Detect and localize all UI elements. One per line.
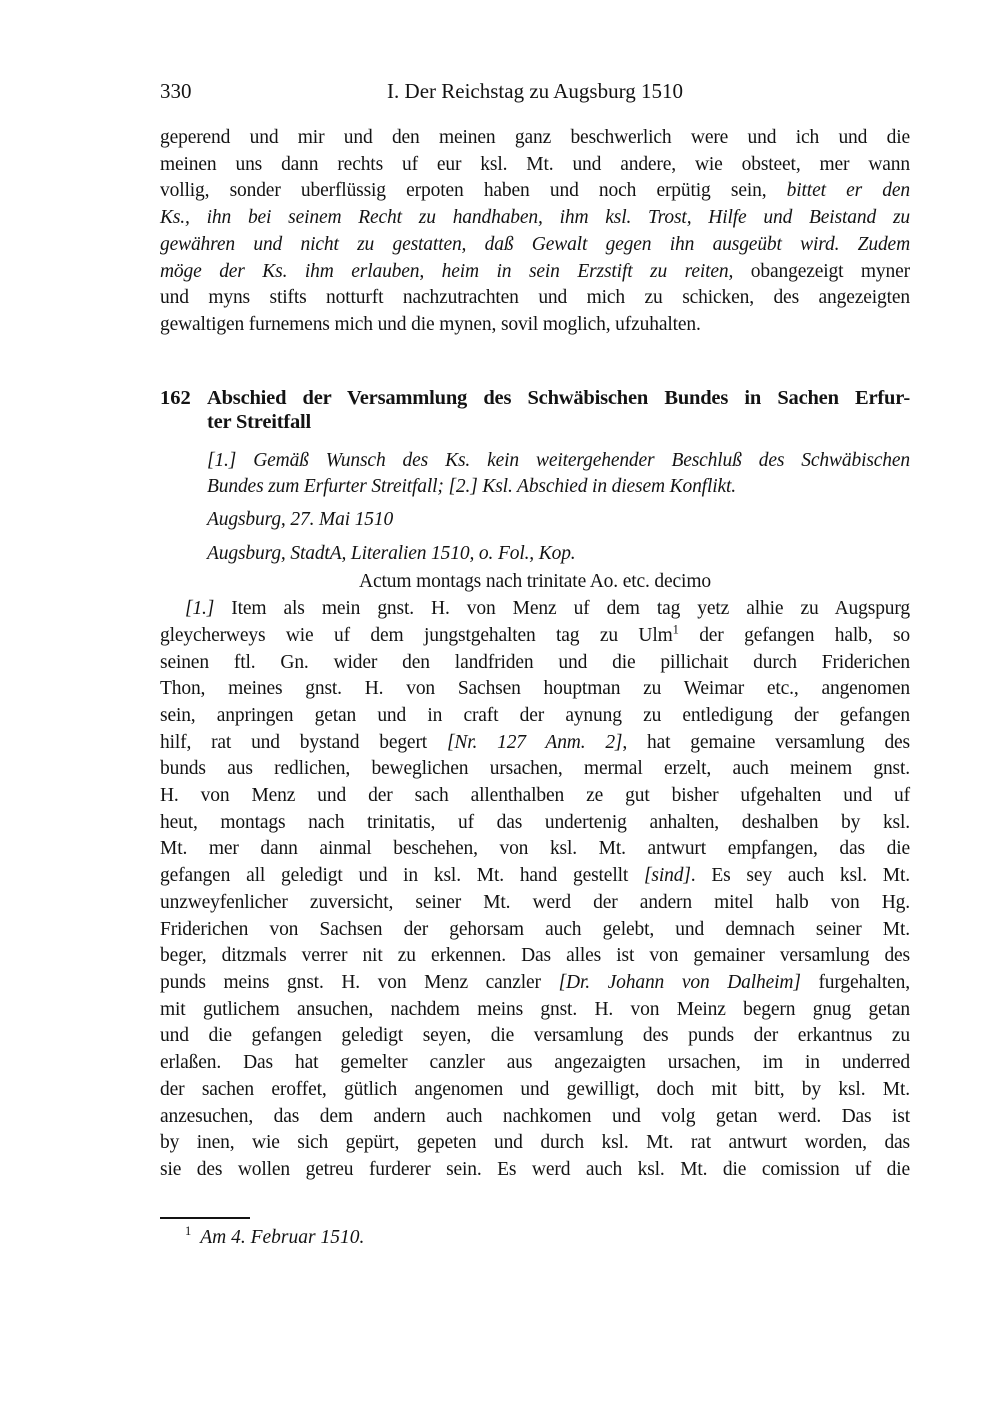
text-run: . Es sey auch ksl. Mt.: [690, 865, 910, 887]
entry-title-line: ter Streitfall: [207, 410, 312, 433]
footnote-line: [160, 1225, 910, 1251]
text-line: [207, 448, 910, 475]
italic-text-run: [Nr. 127 Anm. 2]: [446, 731, 623, 753]
text-run: , hat gemaine versamlung des: [622, 731, 910, 753]
text-blocks: [160, 125, 910, 1184]
page-number: 330: [160, 79, 192, 103]
text-line: [160, 1104, 910, 1131]
main-paragraph: [160, 596, 910, 1183]
text-line: [160, 1050, 910, 1077]
text-line: [160, 232, 910, 259]
text-run: und die gefangen geledigt seyen, die versamlung des punds der erkantnus zu: [160, 1025, 910, 1047]
text-run: by inen, wie sich gepürt, gepeten und durch ksl. Mt. rat antwurt worden, das: [160, 1132, 910, 1154]
text-run: Thon, meines gnst. H. von Sachsen houptman zu Weimar etc., angenomen: [160, 678, 910, 700]
text-line: [160, 863, 910, 890]
entry-title-line: Abschied der Versammlung des Schwäbischen Bundes in Sachen Erfur-: [207, 386, 910, 409]
text-line: [160, 1077, 910, 1104]
text-run: meinen uns dann rechts uf eur ksl. Mt. und andere, wie obsteet, mer wann: [160, 153, 910, 175]
text-line: [160, 178, 910, 205]
italic-text-run: Ks., ihn bei seinem Recht zu handhaben, ihm ksl. Trost, Hilfe und Beistand zu: [160, 207, 910, 229]
text-line: [207, 541, 910, 568]
text-line: [160, 997, 910, 1024]
text-line: [160, 890, 910, 917]
text-run: der sachen eroffet, gütlich angenomen und gewilligt, doch mit bitt, by ksl. Mt.: [160, 1078, 910, 1100]
text-line: [160, 596, 910, 623]
text-line: [160, 259, 910, 286]
running-header: [160, 78, 910, 105]
text-line: [160, 650, 910, 677]
text-line: [160, 205, 910, 232]
entry-archive-reference: [207, 541, 910, 568]
footnote-reference-marker: 1: [672, 622, 679, 637]
text-run: obangezeigt myner: [733, 260, 910, 282]
footnote-marker: 1: [185, 1224, 192, 1239]
italic-text-run: bittet er den: [786, 180, 910, 202]
italic-text-run: [sind]: [643, 865, 691, 887]
text-line: [160, 943, 910, 970]
entry-heading: [160, 386, 910, 434]
text-run: mit gutlichem ansuchen, nachdem meins gnst. H. von Meinz begern gnug getan: [160, 998, 910, 1020]
text-line: [160, 756, 910, 783]
text-run: furgehalten,: [800, 971, 910, 993]
text-line: [160, 1023, 910, 1050]
text-run: Augsburg, 27. Mai 1510: [207, 509, 394, 531]
footnote: [160, 1217, 910, 1251]
text-run: anzesuchen, das dem andern auch nachkomen und volg getan werd. Das ist: [160, 1105, 910, 1127]
text-run: beger, ditzmals verrer nit zu erkennen. Das alles ist von gemainer versamlung des: [160, 945, 910, 967]
italic-text-run: gewähren und nicht zu gestatten, daß Gewalt gegen ihn ausgeübt wird. Zudem: [160, 233, 910, 255]
text-line: [160, 1157, 910, 1184]
text-run: und myns stifts notturft nachzutrachten und mich zu schicken, des angezeigten: [160, 287, 910, 309]
text-run: vollig, sonder uberflüssig erpoten haben und noch erpütig sein,: [160, 180, 787, 202]
footnote-text: Am 4. Februar 1510.: [200, 1226, 365, 1248]
text-line: [160, 312, 910, 339]
entry-title: [207, 386, 910, 434]
text-run: [1.] Gemäß Wunsch des Ks. kein weitergehender Beschluß des Schwäbischen: [207, 449, 910, 471]
running-head-title: I. Der Reichstag zu Augsburg 1510: [387, 79, 683, 103]
entry-number: 162: [160, 386, 191, 409]
footnote-separator-rule: [160, 1217, 250, 1219]
text-run: Bundes zum Erfurter Streitfall; [2.] Ksl. Abschied in diesem Konflikt.: [207, 476, 736, 498]
text-run: erlaßen. Das hat gemelter canzler aus angezaigten ursachen, im in underred: [160, 1052, 910, 1074]
italic-text-run: [1.]: [185, 598, 232, 620]
text-run: heut, montags nach trinitatis, uf das undertenig anhalten, deshalben by ksl.: [160, 811, 910, 833]
text-run: hilf, rat und bystand begert: [160, 731, 447, 753]
text-line: [207, 474, 910, 501]
entry-date: [207, 507, 910, 534]
text-line: [160, 970, 910, 997]
text-run: Mt. mer dann ainmal beschehen, von ksl. Mt. antwurt empfangen, das die: [160, 838, 910, 860]
text-run: seinen ftl. Gn. wider den landfriden und die pillichait durch Friderichen: [160, 651, 910, 673]
text-line: [160, 676, 910, 703]
text-run: H. von Menz und der sach allenthalben ze gut bisher ufgehalten und uf: [160, 785, 910, 807]
text-run: punds meins gnst. H. von Menz canzler: [160, 971, 559, 993]
text-line: [160, 623, 910, 650]
text-run: sein, anpringen getan und in craft der aynung zu entledigung der gefangen: [160, 704, 910, 726]
text-run: sie des wollen getreu furderer sein. Es werd auch ksl. Mt. die comission uf die: [160, 1158, 910, 1180]
text-line: [160, 569, 910, 596]
italic-text-run: möge der Ks. ihm erlauben, heim in sein Erzstift zu reiten,: [160, 260, 734, 282]
text-line: [207, 507, 910, 534]
text-line: [160, 810, 910, 837]
text-line: [160, 730, 910, 757]
actum-line: [160, 569, 910, 596]
text-run: Augsburg, StadtA, Literalien 1510, o. Fol., Kop.: [207, 542, 576, 564]
text-line: [160, 1130, 910, 1157]
text-run: der gefangen halb, so: [678, 624, 910, 646]
entry-summary: [207, 448, 910, 501]
text-line: [160, 836, 910, 863]
text-run: geperend und mir und den meinen ganz beschwerlich were und ich und die: [160, 127, 910, 148]
text-run: bunds aus redlichen, beweglichen ursachen, mermal erzelt, auch meinem gnst.: [160, 758, 910, 780]
text-line: [160, 125, 910, 152]
text-run: Friderichen von Sachsen der gehorsam auch gelebt, und demnach seiner Mt.: [160, 918, 910, 940]
text-line: [160, 152, 910, 179]
text-line: [160, 285, 910, 312]
text-run: Item als mein gnst. H. von Menz uf dem tag yetz alhie zu Augspurg: [231, 598, 910, 620]
text-run: gefangen all geledigt und in ksl. Mt. hand gestellt: [160, 865, 644, 887]
text-run: gleycherweys wie uf dem jungstgehalten tag zu Ulm: [160, 624, 673, 646]
text-run: unzweyfenlicher zuversicht, seiner Mt. werd der andern mitel halb von Hg.: [160, 891, 910, 913]
text-line: [160, 783, 910, 810]
text-line: [160, 917, 910, 944]
text-run: Actum montags nach trinitate Ao. etc. decimo: [359, 571, 711, 593]
text-line: [160, 703, 910, 730]
continuation-paragraph: [160, 125, 910, 339]
italic-text-run: [Dr. Johann von Dalheim]: [558, 971, 801, 993]
text-run: gewaltigen furnemens mich und die mynen, sovil moglich, ufzuhalten.: [160, 313, 701, 335]
